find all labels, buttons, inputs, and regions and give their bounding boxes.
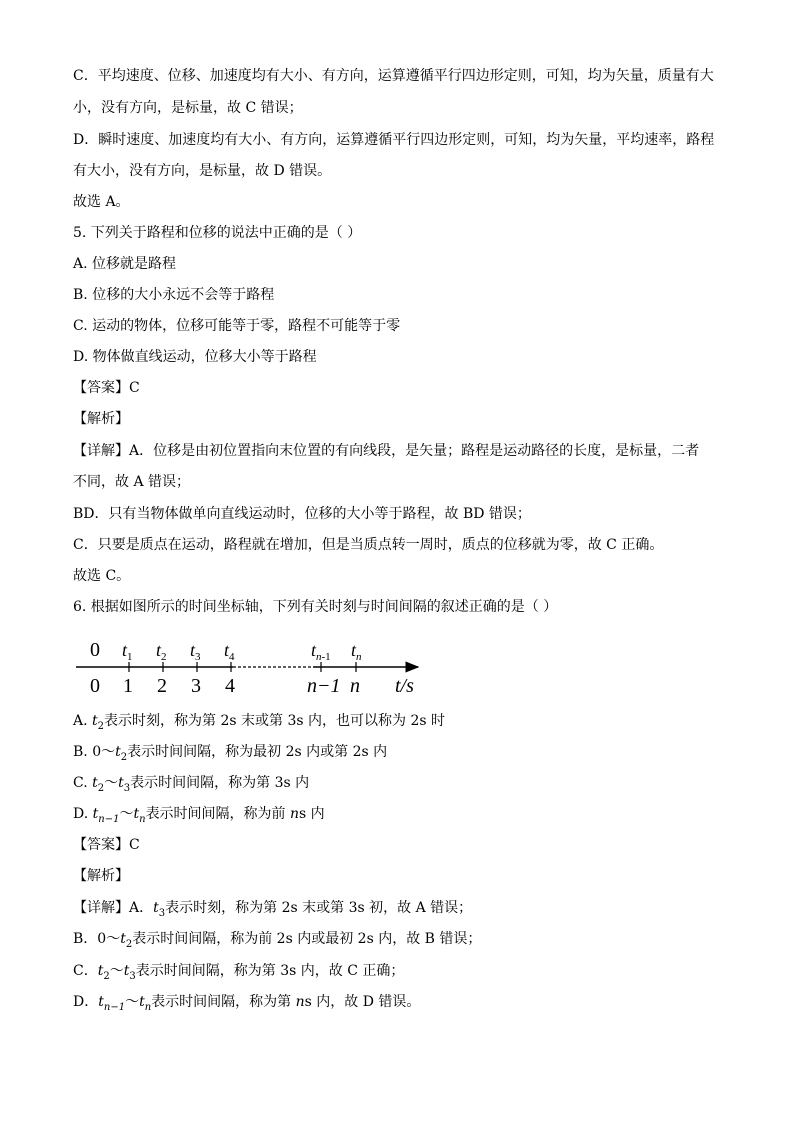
q5-option-b: B. 位移的大小永远不会等于路程 xyxy=(73,287,275,303)
q6-detail-c-text: 表示时间间隔，称为第 3s 内，故 C 正确； xyxy=(135,963,405,979)
q6-answer-value: C xyxy=(129,837,140,853)
bottom-label-n-minus-1: n−1 xyxy=(307,675,341,697)
q5-detail-line2: 不同，故 A 错误； xyxy=(73,474,191,490)
top-label-t4: $t_4$ xyxy=(224,640,235,663)
time-axis-figure xyxy=(73,634,433,708)
q6-option-d-sub2: n xyxy=(139,813,146,825)
q6-option-d-text2: s 内 xyxy=(299,806,325,822)
q6-detail-a-prefix: 【详解】A． xyxy=(73,900,154,916)
q6-detail-d xyxy=(73,992,420,1018)
q5-analysis-label: 【解析】 xyxy=(73,411,129,427)
q6-answer xyxy=(73,835,140,855)
q6-detail-c-symbol2: t xyxy=(123,963,130,979)
q5-option-d: D. 物体做直线运动，位移大小等于路程 xyxy=(73,349,317,365)
q6-detail-c-prefix: C． xyxy=(73,963,98,979)
prev-d-line2: 有大小，没有方向，是标量，故 D 错误。 xyxy=(73,163,332,179)
q6-detail-a-symbol: t xyxy=(153,900,159,916)
q6-detail-b-symbol: t xyxy=(120,931,126,947)
bottom-label-2: 2 xyxy=(157,675,167,697)
q6-option-c xyxy=(73,773,309,799)
q6-detail-c-sub2: 3 xyxy=(129,970,136,982)
q6-option-d-text1: 表示时间间隔，称为前 xyxy=(145,806,291,822)
q5-detail-line4: C．只要是质点在运动，路程就在增加，但是当质点转一周时，质点的位移就为零，故 C 正确。 xyxy=(73,537,664,553)
q6-detail-c-symbol: t xyxy=(97,963,104,979)
prev-c-line1: C．平均速度、位移、加速度均有大小、有方向，运算遵循平行四边形定则，可知，均为矢量，质量有大 xyxy=(73,68,714,84)
q6-option-d-prefix: D. xyxy=(73,806,93,822)
q6-option-c-text: 表示时间间隔，称为第 3s 内 xyxy=(130,775,310,791)
q6-option-a xyxy=(73,711,445,737)
q5-option-c: C. 运动的物体，位移可能等于零，路程不可能等于零 xyxy=(73,318,401,334)
bottom-label-axis-unit: t/s xyxy=(395,675,414,697)
q6-option-d xyxy=(73,804,325,830)
q6-answer-label: 【答案】 xyxy=(73,837,129,853)
top-label-tn: $t_n$ xyxy=(351,640,362,663)
top-label-tn-1: $t_n-1$ xyxy=(311,640,331,663)
q6-option-d-sub: n−1 xyxy=(98,813,120,825)
q6-detail-d-text2: s 内，故 D 错误。 xyxy=(304,994,421,1010)
top-label-t1: $t_1$ xyxy=(122,640,133,663)
q6-detail-b-text: 表示时间间隔，称为前 2s 内或最初 2s 内，故 B 错误； xyxy=(132,931,482,947)
prev-d-line1: D．瞬时速度、加速度均有大小、有方向，运算遵循平行四边形定则，可知，均为矢量，平均速率，路程 xyxy=(73,132,715,148)
bottom-label-1: 1 xyxy=(123,675,133,697)
bottom-label-n: n xyxy=(350,675,360,697)
q6-detail-c-mid: ～ xyxy=(109,963,124,979)
q6-detail-b xyxy=(73,929,481,955)
top-label-0: 0 xyxy=(90,639,100,661)
q6-detail-d-symbol2: t xyxy=(139,994,145,1010)
bottom-label-0: 0 xyxy=(90,675,100,697)
q5-stem: 5. 下列关于路程和位移的说法中正确的是（ ） xyxy=(73,225,362,241)
q6-option-c-sub: 2 xyxy=(97,782,105,794)
q6-detail-c xyxy=(73,961,404,987)
q6-option-b-text: 表示时间间隔，称为最初 2s 内或第 2s 内 xyxy=(127,744,388,760)
time-axis-svg xyxy=(73,634,433,704)
q6-detail-b-sub: 2 xyxy=(125,938,133,950)
q6-detail-c-sub: 2 xyxy=(103,970,110,982)
q6-option-b-symbol: t xyxy=(115,744,121,760)
q6-detail-a-text: 表示时刻，称为第 2s 末或第 3s 初，故 A 错误； xyxy=(165,900,473,916)
q6-detail-d-sub2: n xyxy=(144,1001,152,1013)
q6-option-a-text: 表示时刻，称为第 2s 末或第 3s 内，也可以称为 2s 时 xyxy=(104,713,446,729)
q6-option-c-sub2: 3 xyxy=(123,782,131,794)
q6-option-a-symbol: t xyxy=(92,713,98,729)
q6-option-c-symbol2: t xyxy=(118,775,124,791)
q6-detail-d-symbol: t xyxy=(98,994,104,1010)
q6-option-a-prefix: A. xyxy=(73,713,93,729)
q5-answer xyxy=(73,378,140,398)
top-label-t3: $t_3$ xyxy=(190,640,201,663)
q6-stem: 6. 根据如图所示的时间坐标轴，下列有关时刻与时间间隔的叙述正确的是（ ） xyxy=(73,599,558,615)
q6-option-d-symbol2: t xyxy=(133,806,140,822)
bottom-label-3: 3 xyxy=(191,675,201,697)
q6-detail-a-sub: 3 xyxy=(158,907,166,919)
prev-c-line2: 小，没有方向，是标量，故 C 错误； xyxy=(73,100,303,116)
q6-option-b xyxy=(73,742,387,768)
q5-answer-label: 【答案】 xyxy=(73,380,129,396)
q6-option-d-n: n xyxy=(290,806,300,822)
q6-detail-d-n: n xyxy=(295,994,305,1010)
prev-conclusion: 故选 A。 xyxy=(73,194,130,210)
q5-conclusion: 故选 C。 xyxy=(73,568,131,584)
q6-analysis-label: 【解析】 xyxy=(73,868,129,884)
q6-option-c-prefix: C. xyxy=(73,775,93,791)
q6-detail-d-mid: ～ xyxy=(125,994,140,1010)
q5-detail-line3: BD．只有当物体做单向直线运动时，位移的大小等于路程，故 BD 错误； xyxy=(73,506,531,522)
q6-option-c-mid: ～ xyxy=(104,775,119,791)
q6-detail-b-prefix: B．0～ xyxy=(73,931,121,947)
q6-option-b-sub: 2 xyxy=(120,751,128,763)
q6-option-a-sub: 2 xyxy=(97,720,105,732)
q5-option-a: A. 位移就是路程 xyxy=(73,256,177,272)
q6-option-b-prefix: B. 0～ xyxy=(73,744,116,760)
q5-detail-line1: 【详解】A．位移是由初位置指向末位置的有向线段，是矢量；路程是运动路径的长度，是标量，二者 xyxy=(73,443,700,459)
q6-option-d-mid: ～ xyxy=(119,806,134,822)
q6-detail-a xyxy=(73,898,472,924)
q6-detail-d-prefix: D． xyxy=(73,994,99,1010)
q6-option-d-symbol: t xyxy=(92,806,99,822)
top-label-t2: $t_2$ xyxy=(156,640,167,663)
q6-detail-d-sub: n−1 xyxy=(103,1001,126,1013)
q5-answer-value: C xyxy=(129,380,140,396)
q6-option-c-symbol: t xyxy=(92,775,98,791)
q6-detail-d-text1: 表示时间间隔，称为第 xyxy=(151,994,296,1010)
bottom-label-4: 4 xyxy=(225,675,235,697)
